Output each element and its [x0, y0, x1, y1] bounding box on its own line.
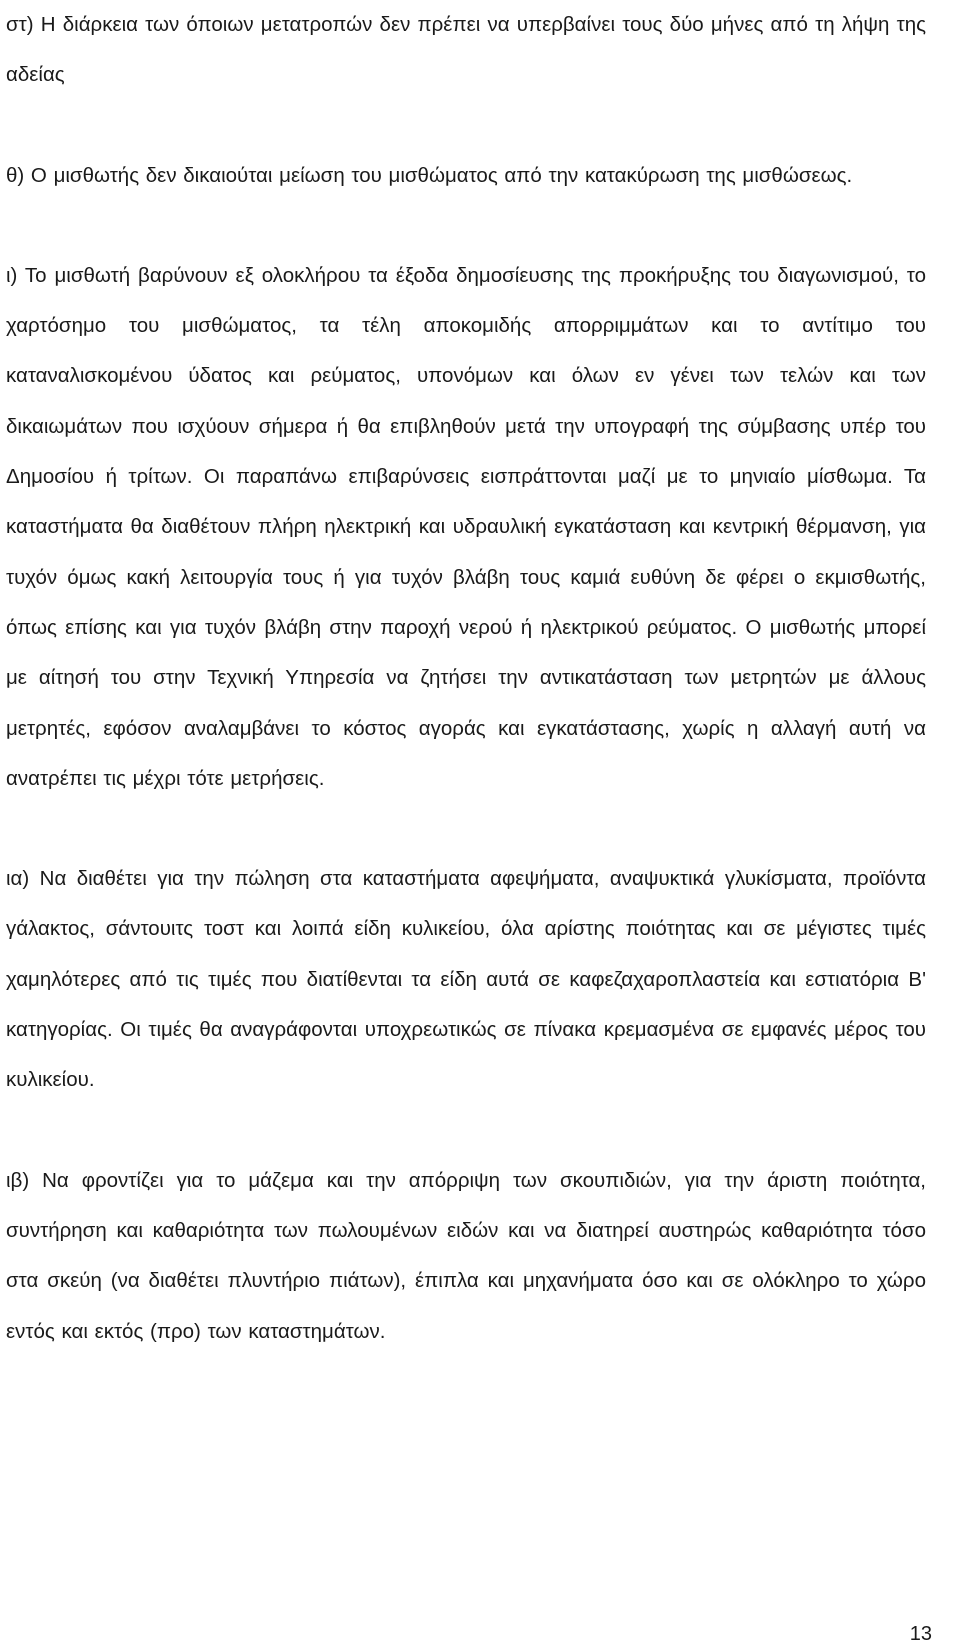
paragraph-i: ι) Το μισθωτή βαρύνουν εξ ολοκλήρου τα έξοδα δημοσίευσης της προκήρυξης του διαγωνισμού, το χαρτόσημο του μισθώματος, τα τέλη αποκομιδής απορριμμάτων και το αντίτιμο του καταναλισκομένου ύδατος και ρεύματος, υπονόμων και όλων εν γένει των τελών και των δικαιωμάτων που ισχύουν σήμερα ή θα επιβληθούν μετά την υπογραφή της σύμβασης υπέρ του Δημοσίου ή τρίτων. Οι παραπάνω επιβαρύνσεις εισπράττονται μαζί με το μηνιαίο μίσθωμα. Τα καταστήματα θα διαθέτουν πλήρη ηλεκτρική και υδραυλική εγκατάσταση και κεντρική θέρμανση, για τυχόν όμως κακή λειτουργία τους ή για τυχόν βλάβη τους καμιά ευθύνη δε φέρει ο εκμισθωτής, όπως επίσης και για τυχόν βλάβη στην παροχή νερού ή ηλεκτρικού ρεύματος. Ο μισθωτής μπορεί με αίτησή του στην Τεχνική Υπηρεσία να ζητήσει την αντικατάσταση των μετρητών με άλλους μετρητές, εφόσον αναλαμβάνει το κόστος αγοράς και εγκατάστασης, χωρίς η αλλαγή αυτή να ανατρέπει τις μέχρι τότε μετρήσεις.: [6, 263, 926, 790]
paragraph-ia: ια) Να διαθέτει για την πώληση στα καταστήματα αφεψήματα, αναψυκτικά γλυκίσματα, προϊόντα γάλακτος, σάντουιτς τοστ και λοιπά είδη κυλικείου, όλα αρίστης ποιότητας και σε μέγιστες τιμές χαμηλότερες από τις τιμές που διατίθενται τα είδη αυτά σε καφεζαχαροπλαστεία και εστιατόρια Β' κατηγορίας. Οι τιμές θα αναγράφονται υποχρεωτικώς σε πίνακα κρεμασμένα σε εμφανές μέρος του κυλικείου.: [6, 867, 926, 1092]
page-number: 13: [909, 1623, 932, 1645]
document-body: [6, 0, 926, 1357]
paragraph-st: στ) Η διάρκεια των όποιων μετατροπών δεν πρέπει να υπερβαίνει τους δύο μήνες από τη λήψη της αδείας: [6, 13, 926, 87]
paragraph-ib: ιβ) Να φροντίζει για το μάζεμα και την απόρριψη των σκουπιδιών, για την άριστη ποιότητα, συντήρηση και καθαριότητα των πωλουμένων ειδών και να διατηρεί αυστηρώς καθαριότητα τόσο στα σκεύη (να διαθέτει πλυντήριο πιάτων), έπιπλα και μηχανήματα όσο και σε ολόκληρο το χώρο εντός και εκτός (προ) των καταστημάτων.: [6, 1168, 926, 1343]
paragraph-th: θ) Ο μισθωτής δεν δικαιούται μείωση του μισθώματος από την κατακύρωση της μισθώσεως.: [6, 163, 853, 187]
